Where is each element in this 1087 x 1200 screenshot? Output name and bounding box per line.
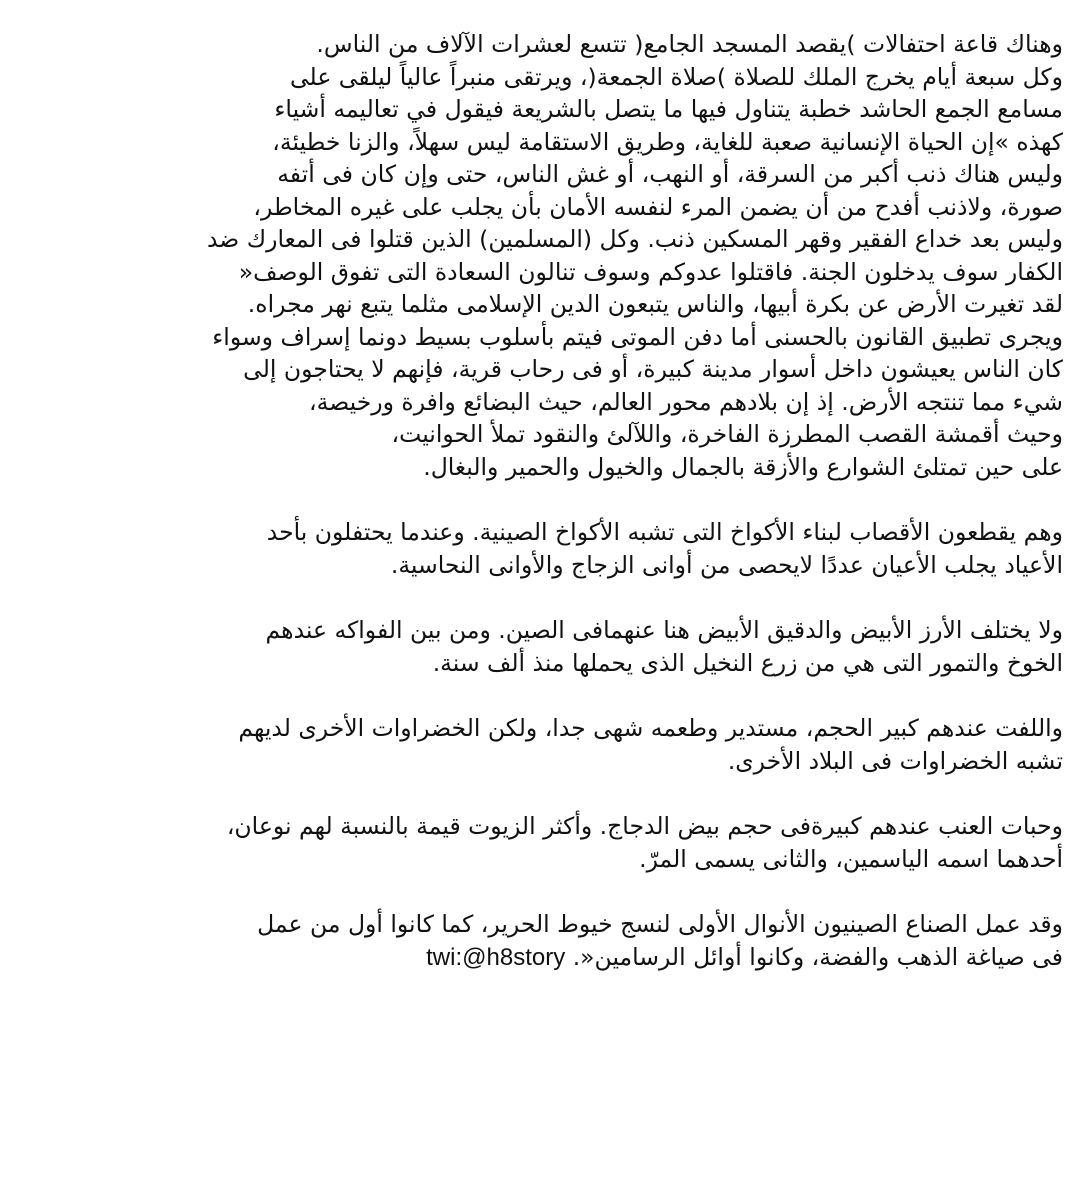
text-line: وليس بعد خداع الفقير وقهر المسكين ذنب. وكل (المسلمين) الذين قتلوا فى المعارك ضد bbox=[206, 225, 1063, 253]
text-line: الأعياد يجلب الأعيان عددًا لايحصى من أوانى الزجاج والأوانى النحاسية. bbox=[390, 550, 1063, 579]
document-page bbox=[13, 28, 1063, 974]
text-line: أحدهما اسمه الياسمين، والثانى يسمى المرّ. bbox=[639, 844, 1063, 873]
text-line: وهناك قاعة احتفالات )يقصد المسجد الجامع( تتسع لعشرات الآلاف من الناس. bbox=[316, 30, 1063, 58]
text-line: كهذه »إن الحياة الإنسانية صعبة للغاية، وطريق الاستقامة ليس سهلاً، والزنا خطيئة، bbox=[272, 127, 1063, 156]
text-line: الكفار سوف يدخلون الجنة. فاقتلوا عدوكم وسوف تنالون السعادة التى تفوق الوصف« bbox=[238, 257, 1063, 286]
text-line: واللفت عندهم كبير الحجم، مستدير وطعمه شهى جدا، ولكن الخضراوات الأخرى لديهم bbox=[238, 714, 1063, 742]
paragraph-huts bbox=[13, 516, 1063, 581]
text-line: وحيث أقمشة القصب المطرزة الفاخرة، واللآلئ والنقود تملأ الحوانيت، bbox=[391, 420, 1063, 448]
text-line: وقد عمل الصناع الصينيون الأنوال الأولى لنسج خيوط الحرير، كما كانوا أول من عمل bbox=[257, 910, 1063, 938]
text-line: وكل سبعة أيام يخرج الملك للصلاة )صلاة الجمعة(، ويرتقى منبراً عالياً ليلقى على bbox=[289, 62, 1063, 91]
text-line: وحبات العنب عندهم كبيرةفى حجم بيض الدجاج. وأكثر الزيوت قيمة بالنسبة لهم نوعان، bbox=[226, 812, 1063, 840]
paragraph-rice-fruits bbox=[13, 614, 1063, 679]
text-line: على حين تمتلئ الشوارع والأزقة بالجمال والخيول والحمير والبغال. bbox=[423, 452, 1063, 481]
text-line-content: فى صياغة الذهب والفضة، وكانوا أوائل الرسامين«. bbox=[572, 942, 1063, 971]
text-line: صورة، ولاذنب أفدح من أن يضمن المرء لنفسه الأمان بأن يجلب على غيره المخاطر، bbox=[253, 192, 1063, 221]
paragraph-silk-craftsmen bbox=[13, 908, 1063, 974]
text-line: تشبه الخضراوات فى البلاد الأخرى. bbox=[727, 746, 1063, 775]
text-line: لقد تغيرت الأرض عن بكرة أبيها، والناس يتبعون الدين الإسلامى مثلما يتبع نهر مجراه. bbox=[247, 290, 1063, 318]
text-line: ويجرى تطبيق القانون بالحسنى أما دفن الموتى فيتم بأسلوب بسيط دونما إسراف وسواء bbox=[212, 322, 1063, 351]
text-line: مسامع الجمع الحاشد خطبة يتناول فيها ما يتصل بالشريعة فيقول في تعاليمه أشياء bbox=[274, 95, 1063, 123]
paragraph-vegetables bbox=[13, 712, 1063, 777]
text-line: الخوخ والتمور التى هي من زرع النخيل الذى يحملها منذ ألف سنة. bbox=[432, 648, 1063, 677]
text-line: ولا يختلف الأرز الأبيض والدقيق الأبيض هنا عنهمافى الصين. ومن بين الفواكه عندهم bbox=[265, 616, 1063, 644]
paragraph-grapes-oils bbox=[13, 810, 1063, 875]
text-line bbox=[13, 941, 1063, 975]
twitter-handle: twi:@h8story bbox=[426, 943, 566, 971]
text-line: شيء مما تنتجه الأرض. إذ إن بلادهم محور العالم، حيث البضائع وافرة ورخيصة، bbox=[309, 387, 1063, 416]
text-line: كان الناس يعيشون داخل أسوار مدينة كبيرة، أو فى رحاب قرية، فإنهم لا يحتاجون إلى bbox=[243, 355, 1063, 383]
text-line: وليس هناك ذنب أكبر من السرقة، أو النهب، أو غش الناس، حتى وإن كان فى أتفه bbox=[277, 160, 1063, 188]
text-line: وهم يقطعون الأقصاب لبناء الأكواخ التى تشبه الأكواخ الصينية. وعندما يحتفلون بأحد bbox=[266, 518, 1063, 546]
paragraph-mosque-sermon bbox=[13, 28, 1063, 483]
